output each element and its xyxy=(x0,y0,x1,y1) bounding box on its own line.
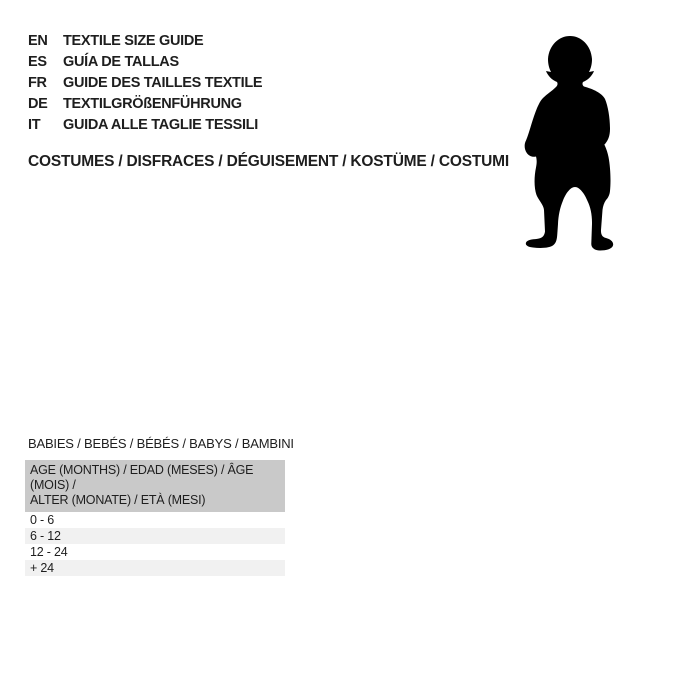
language-code-en: EN xyxy=(28,33,48,49)
age-size-table xyxy=(25,460,285,576)
category-title: COSTUMES / DISFRACES / DÉGUISEMENT / KOSTÜME / COSTUMI xyxy=(28,153,509,170)
size-group-title: BABIES / BEBÉS / BÉBÉS / BABYS / BAMBINI xyxy=(28,436,294,451)
age-table-header-line-2: ALTER (MONATE) / ETÀ (MESI) xyxy=(30,493,206,507)
language-title-fr: GUIDE DES TAILLES TEXTILE xyxy=(63,75,263,91)
language-title-de: TEXTILGRÖßENFÜHRUNG xyxy=(63,96,242,112)
language-code-es: ES xyxy=(28,54,47,70)
language-row-fr xyxy=(28,73,262,94)
language-title-es: GUÍA DE TALLAS xyxy=(63,54,179,70)
language-row-it xyxy=(28,115,262,136)
age-range-row-4: + 24 xyxy=(25,560,285,576)
language-code-it: IT xyxy=(28,117,41,133)
language-title-it: GUIDA ALLE TAGLIE TESSILI xyxy=(63,117,258,133)
age-range-row-2: 6 - 12 xyxy=(25,528,285,544)
language-row-es xyxy=(28,52,262,73)
age-range-row-1: 0 - 6 xyxy=(25,512,285,528)
language-row-de xyxy=(28,94,262,115)
baby-silhouette-path xyxy=(525,36,614,251)
language-title-list xyxy=(28,31,262,136)
language-code-de: DE xyxy=(28,96,48,112)
age-table-header-line-1: AGE (MONTHS) / EDAD (MESES) / ÂGE (MOIS) / xyxy=(30,463,254,492)
language-title-en: TEXTILE SIZE GUIDE xyxy=(63,33,204,49)
language-row-en xyxy=(28,31,262,52)
language-code-fr: FR xyxy=(28,75,47,91)
age-table-header xyxy=(25,460,285,512)
age-range-row-3: 12 - 24 xyxy=(25,544,285,560)
baby-silhouette-illustration xyxy=(522,35,642,253)
